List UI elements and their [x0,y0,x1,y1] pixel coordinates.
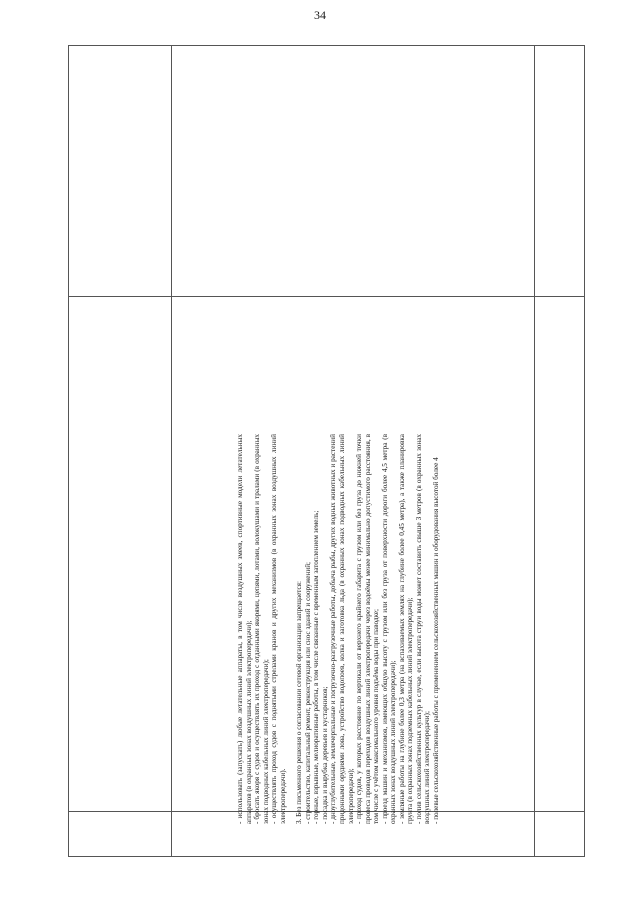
paragraph: - полевые сельскохозяйственные работы с применением сельскохозяйственных машин и оборудования высотой более 4 [432,457,441,824]
paragraph: - осуществлять проход судов с поднятыми стрелами кранов и других механизмов (в охранных зонах воздушных линий электропередачи). [270,434,287,824]
rotated-content [68,45,585,857]
paragraph: - проход судов, у которых расстояние по вертикали от верхнего крайнего габарита с грузом или без груза до нижней точки провеса проводов переходов воздушных линий электропередачи через водоёмы менее минимально допустимого расстояния, в том числе с учётом максимального уровня подъёма воды при паводке; [355,434,381,824]
paragraph: - проезд машин и механизмов, имеющих общую высоту с грузом или без груза от поверхности дороги более 4,5 метра (в охранных зонах воздушных линий электропередачи); [380,434,398,824]
paragraph: 3. Без письменного решения о согласовании сетевой организации запрещается: [295,581,304,824]
paragraph: - использовать (запускать) любые летательные аппараты, в том числе воздушных змеев, спортивные модели летательных аппаратов (в охранных зонах воздушных линий электропередачи); [236,434,253,824]
page-number: 34 [314,8,326,22]
paragraph: - бросать якоря с судов и осуществлять их проход с отданными якорями, цепями, лотами, волокушами и тралами (в охранных зонах подводных кабельных линий электропередачи); [253,434,270,824]
paragraph: - горные, взрывные, мелиоративные работы, в том числе связанные с временным затоплением земель; [312,510,321,824]
paragraph: - посадка и вырубка деревьев и кустарников; [320,686,329,824]
paragraph: - строительство, капитальный ремонт, реконструкция или снос зданий и сооружений; [303,561,312,824]
paragraph: - полив сельскохозяйственных культур в случае, если высота струи воды может составить свыше 3 метров (в охранных зонах воздушных линий электропередачи); [414,434,432,824]
table-cell-text [236,434,581,824]
paragraph: - земляные работы на глубине более 0,3 метра (на вспахиваемых землях на глубине более 0,45 метра), а также планировка грунта (в охранных зонах подземных кабельных линий электропередачи); [397,434,415,824]
paragraph: - дноуглубительные, землечерпальные и погрузочно-разгрузочные работы, добыча рыбы, других водных животных и растений придонными орудиями лова, устройство водопоев, колка и заготовка льда (в охранных зонах подводных кабельных линий электропередачи); [329,434,355,824]
